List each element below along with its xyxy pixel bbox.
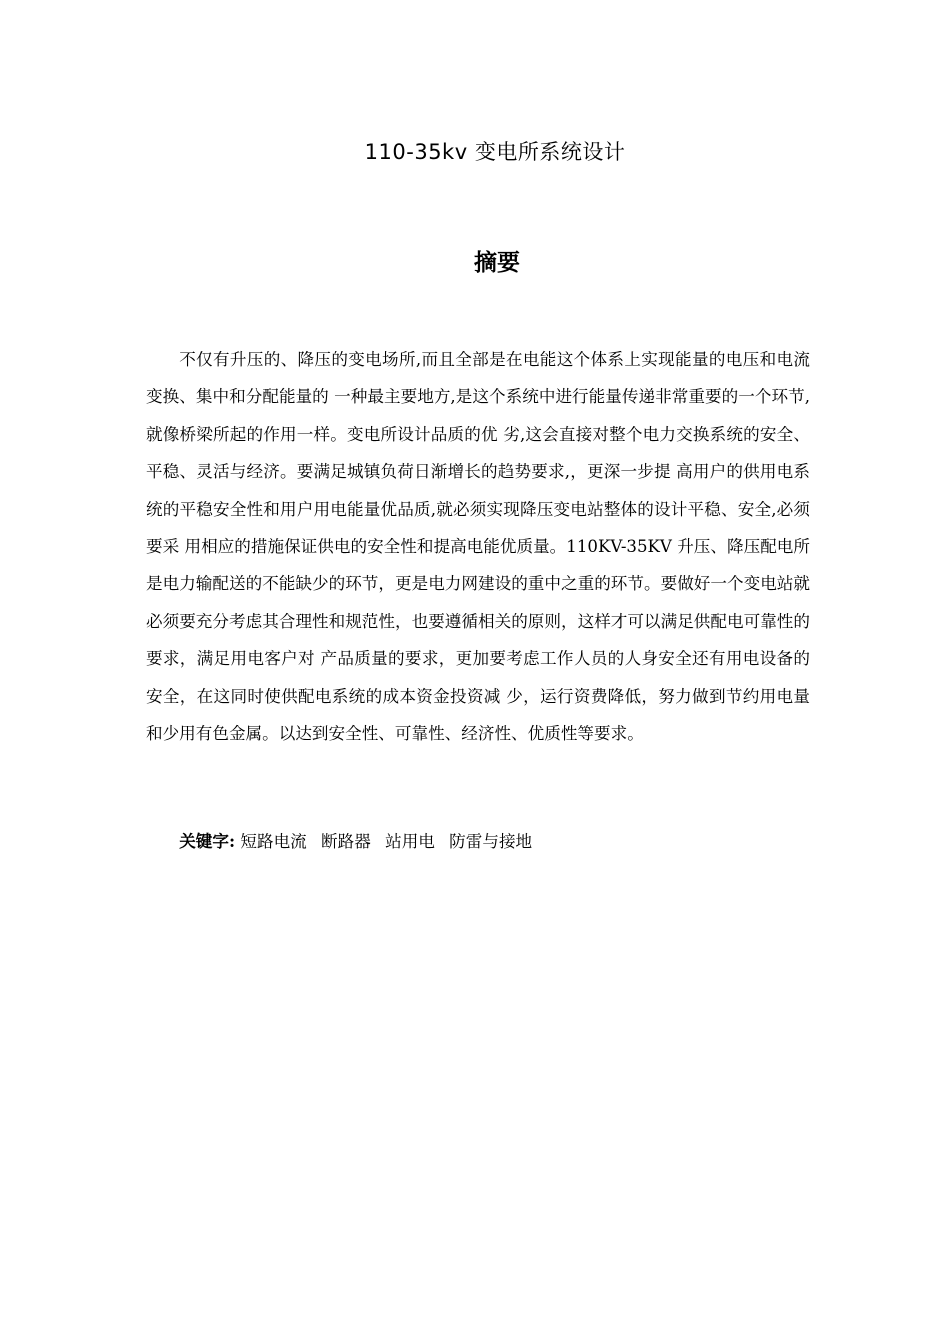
abstract-heading: 摘要 <box>474 250 520 276</box>
abstract-paragraph: 不仅有升压的、降压的变电场所,而且全部是在电能这个体系上实现能量的电压和电流变换、集中和分配能量的 一种最主要地方,是这个系统中进行能量传递非常重要的一个环节,就像桥梁所起的作用一样。变电所设计品质的优 劣,这会直接对整个电力交换系统的安全、平稳、灵活与经济。要满足城镇负荷日渐增长的趋势要求,，更深一步提 高用户的供用电系统的平稳安全性和用户用电能量优品质,就必须实现降压变电站整体的设计平稳、安全,必须要采 用相应的措施保证供电的安全性和提高电能优质量。110KV-35KV 升压、降压配电所是电力输配送的不能缺少的环节，更是电力网建设的重中之重的环节。要做好一个变电站就 必须要充分考虑其合理性和规范性，也要遵循相关的原则，这样才可以满足供配电可靠性的要求，满足用电客户对 产品质量的要求，更加要考虑工作人员的人身安全还有用电设备的安全，在这同时使供配电系统的成本资金投资减 少，运行资费降低，努力做到节约用电量和少用有色金属。以达到安全性、可靠性、经济性、优质性等要求。 <box>146 350 810 744</box>
keyword-item: 短路电流 <box>240 832 307 851</box>
keyword-item: 站用电 <box>385 832 435 851</box>
document-title: 110-35kv 变电所系统设计 <box>364 140 626 164</box>
keyword-item: 防雷与接地 <box>449 832 533 851</box>
keywords-line <box>146 823 810 860</box>
keyword-item: 断路器 <box>321 832 371 851</box>
keywords-label: 关键字: <box>179 831 236 851</box>
